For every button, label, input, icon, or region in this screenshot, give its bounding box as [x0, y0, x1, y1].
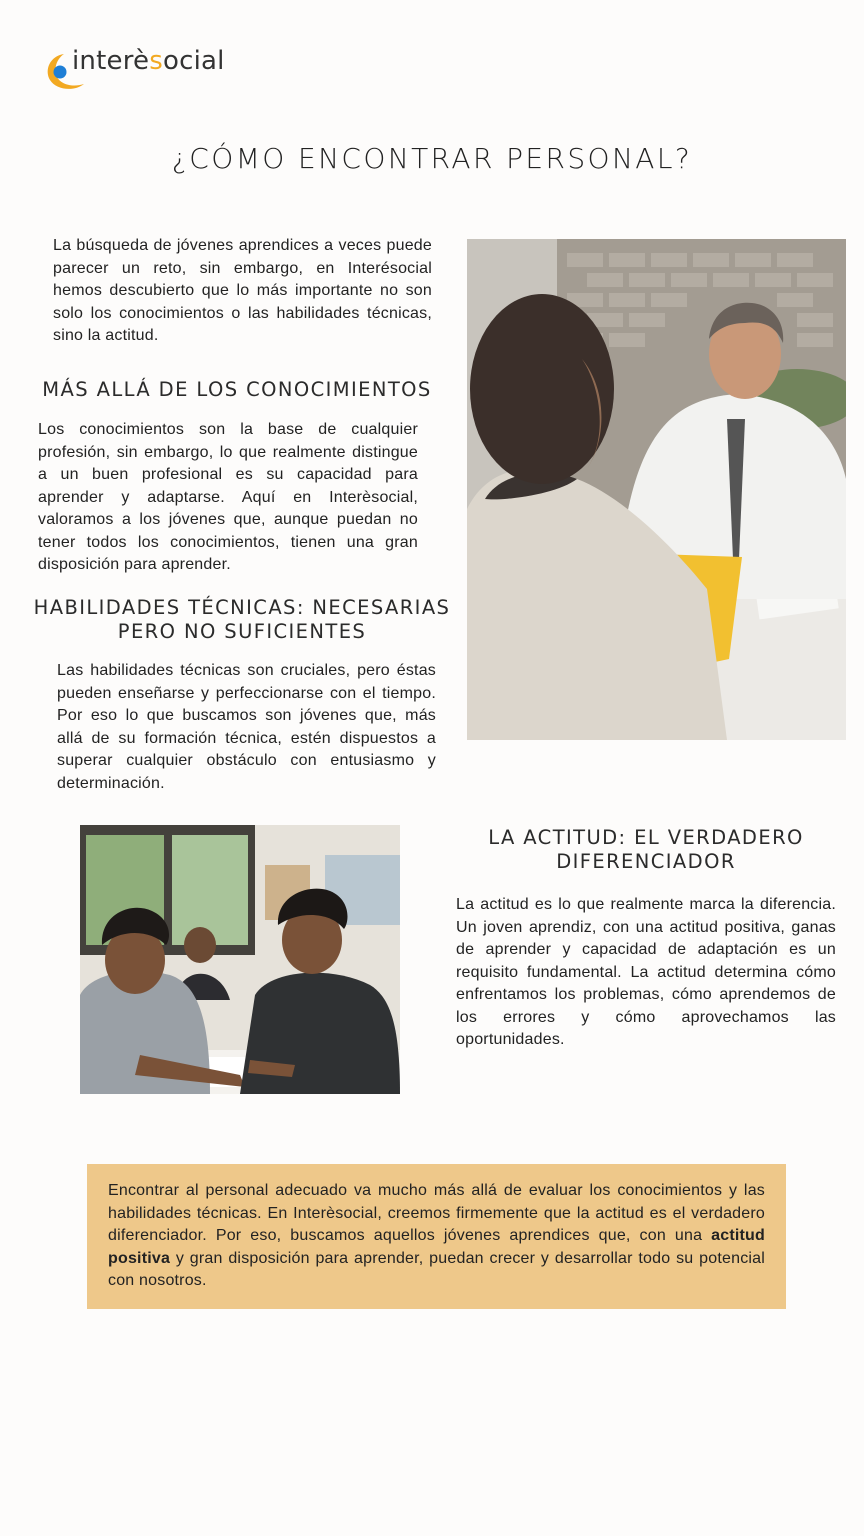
students-photo: [80, 825, 400, 1094]
conclusion-callout: [87, 1164, 786, 1309]
page-title: ¿CÓMO ENCONTRAR PERSONAL?: [171, 142, 693, 175]
brand-wordmark: interèsocial: [72, 46, 225, 76]
intro-paragraph: La búsqueda de jóvenes aprendices a veces puede parecer un reto, sin embargo, en Interésocial hemos descubierto que lo más importante no son solo los conocimientos o las habilidades técnicas, sino la actitud.: [53, 237, 432, 344]
conclusion-text: Encontrar al personal adecuado va mucho más allá de evaluar los conocimientos y las habilidades técnicas. En Interèsocial, creemos firmemente que la actitud es el verdadero diferenciador. Por eso, buscamos aquellos jóvenes aprendices que, con una actitud positiva y gran disposición para aprender, puedan crecer y desarrollar todo su potencial con nosotros.: [108, 1182, 765, 1289]
section-body-attitude: La actitud es lo que realmente marca la diferencia. Un joven aprendiz, con una actitud positiva, ganas de aprender y capacidad de adaptación es un requisito fundamental. La actitud determina cómo enfrentamos los problemas, cómo aprendemos de los errores y cómo aprovechamos las oportunidades.: [456, 896, 836, 1048]
section-body-knowledge: Los conocimientos son la base de cualquier profesión, sin embargo, lo que realmente distingue a un buen profesional es su capacidad para aprender y adaptarse. Aquí en Interèsocial, valoramos a los jóvenes que, aunque puedan no tener todos los conocimientos, tienen una gran disposición para aprender.: [38, 421, 418, 573]
section-heading-knowledge: MÁS ALLÁ DE LOS CONOCIMIENTOS: [42, 378, 432, 401]
section-body-skills: Las habilidades técnicas son cruciales, pero éstas pueden enseñarse y perfeccionarse con el tiempo. Por eso lo que buscamos son jóvenes que, más allá de su formación técnica, estén dispuestos a superar cualquier obstáculo con entusiasmo y determinación.: [57, 662, 436, 792]
section-heading-attitude: LA ACTITUD: EL VERDADERO DIFERENCIADOR: [488, 826, 804, 873]
conclusion-emphasis: actitud positiva: [108, 1227, 765, 1267]
section-heading-skills: HABILIDADES TÉCNICAS: NECESARIAS PERO NO SUFICIENTES: [33, 596, 451, 643]
interview-photo: [467, 239, 846, 740]
brand-logo: [44, 46, 244, 94]
